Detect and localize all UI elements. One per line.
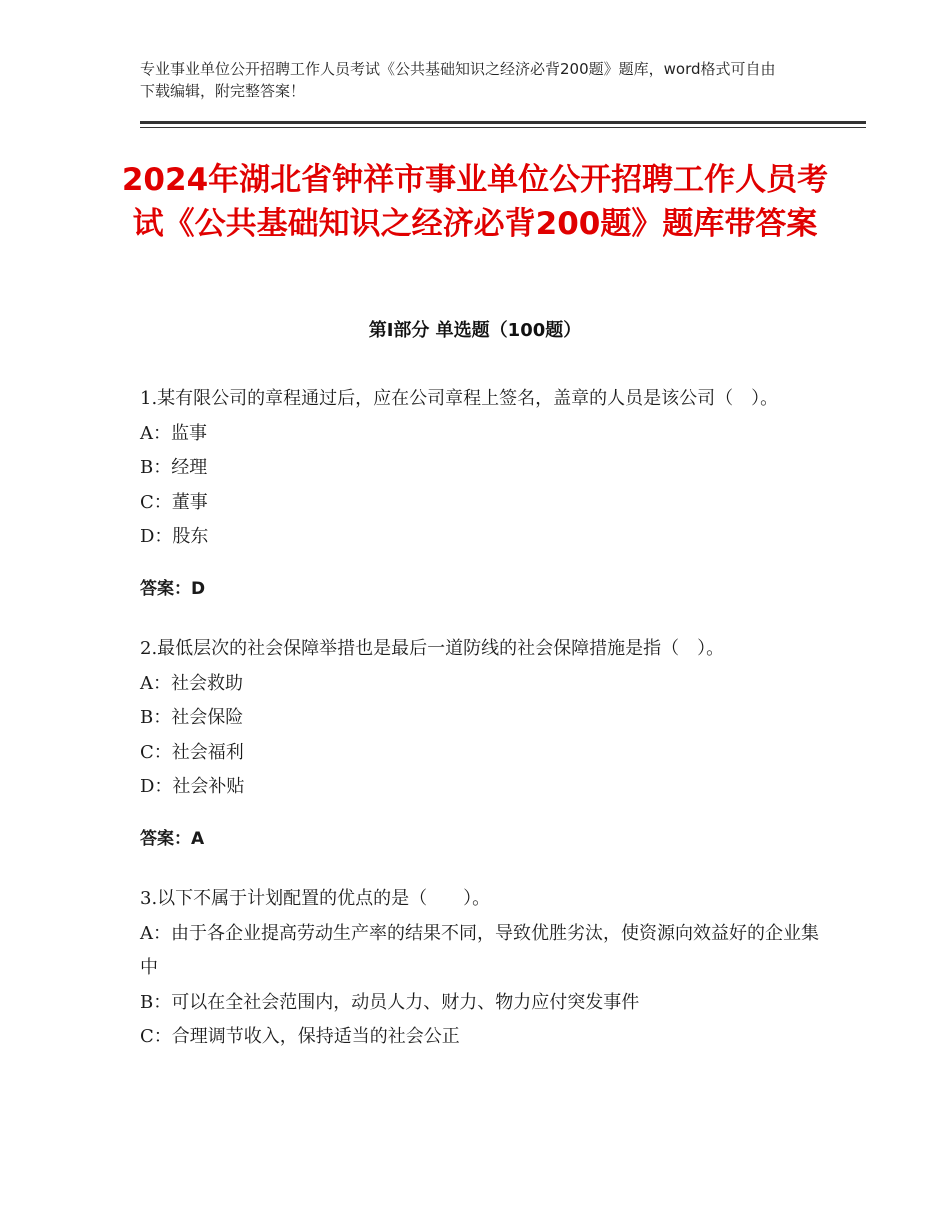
header-note: 专业事业单位公开招聘工作人员考试《公共基础知识之经济必背200题》题库，word格式可自由下载编辑，附完整答案！ [140, 60, 776, 100]
answer: 答案：A [140, 828, 205, 849]
section-title: 第Ⅰ部分 单选题（100题） [368, 320, 582, 341]
question-stem: 1.某有限公司的章程通过后，应在公司章程上签名，盖章的人员是该公司（ ）。 [140, 388, 779, 409]
option-c: C：董事 [140, 491, 208, 513]
option-a: A：监事 [140, 422, 207, 444]
question-stem: 3.以下不属于计划配置的优点的是（ ）。 [140, 888, 491, 909]
option-a: A：社会救助 [140, 672, 243, 694]
question-3 [140, 882, 820, 1055]
option-b: B：经理 [140, 457, 208, 478]
option-b: B：社会保险 [140, 707, 244, 728]
header-rule-thin [140, 127, 866, 128]
option-d: D：股东 [140, 526, 209, 547]
question-1 [140, 382, 820, 606]
option-d: D：社会补贴 [140, 776, 245, 797]
document-title: 2024年湖北省钟祥市事业单位公开招聘工作人员考试《公共基础知识之经济必背200题》题库带答案 [121, 162, 829, 242]
option-b: B：可以在全社会范围内，动员人力、财力、物力应付突发事件 [140, 991, 640, 1013]
question-2 [140, 632, 820, 856]
option-c: C：社会福利 [140, 741, 244, 763]
header-rule-thick [140, 121, 866, 124]
question-list [140, 382, 820, 1081]
question-stem: 2.最低层次的社会保障举措也是最后一道防线的社会保障措施是指（ ）。 [140, 638, 725, 659]
answer: 答案：D [140, 578, 206, 599]
option-c: C：合理调节收入，保持适当的社会公正 [140, 1026, 460, 1047]
option-a: A：由于各企业提高劳动生产率的结果不同，导致优胜劣汰，使资源向效益好的企业集中 [140, 922, 819, 978]
